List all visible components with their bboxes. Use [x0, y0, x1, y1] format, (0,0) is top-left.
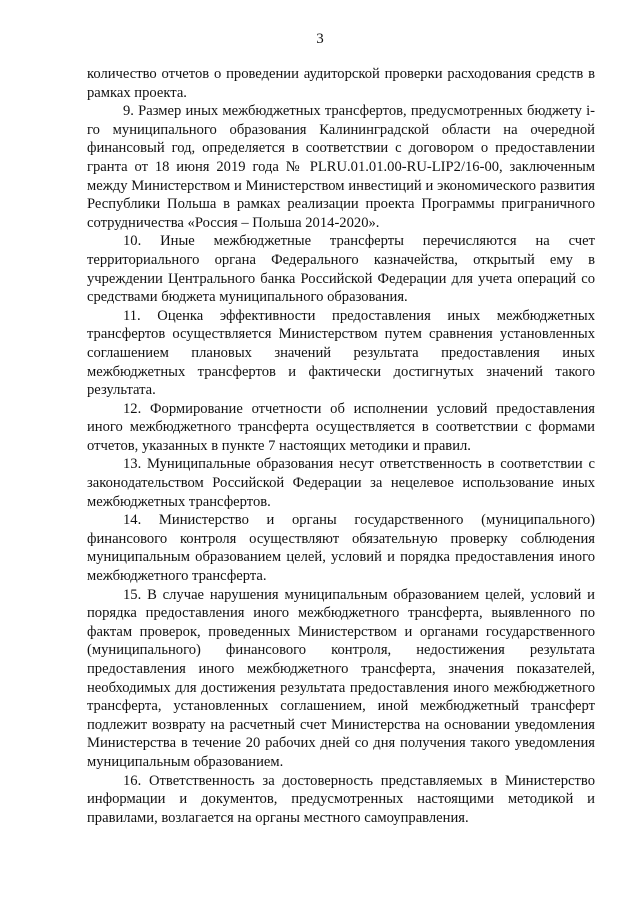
paragraph-11: 11. Оценка эффективности предоставления иных межбюджетных трансфертов осуществляется Министерством путем сравнения установленных соглашением плановых значений результата предоставления иных межбюджетных трансфертов и фактически достигнутых значений такого результата. [87, 307, 595, 399]
paragraph-10: 10. Иные межбюджетные трансферты перечисляются на счет территориального органа Федерального казначейства, открытый ему в учреждении Центрального банка Российской Федерации для учета операций со средствами бюджета муниципального образования. [87, 233, 595, 306]
paragraph-13: 13. Муниципальные образования несут ответственность в соответствии с законодательством Российской Федерации за нецелевое использование иных межбюджетных трансфертов. [87, 456, 595, 510]
paragraph-15: 15. В случае нарушения муниципальным образованием целей, условий и порядка предоставления иного межбюджетного трансферта, выявленного по фактам проверок, проведенных Министерством и органами государственного (муниципального) финансового контроля, недостижения результата предоставления иного межбюджетного трансферта, значения показателей, необходимых для достижения результата предоставления иного межбюджетного трансферта, установленных соглашением, иной межбюджетный трансферт подлежит возврату на расчетный счет Министерства на основании уведомления Министерства в течение 20 рабочих дней со дня получения такого уведомления муниципальным образованием. [87, 586, 595, 770]
paragraph-14: 14. Министерство и органы государственного (муниципального) финансового контроля осуществляют обязательную проверку соблюдения муниципальным образованием целей, условий и порядка предоставления иного межбюджетного трансферта. [87, 512, 595, 585]
page-number: 3 [316, 31, 324, 47]
paragraph-8-continuation: количество отчетов о проведении аудиторской проверки расходования средств в рамках проекта. [87, 66, 595, 101]
paragraph-16: 16. Ответственность за достоверность представляемых в Министерство информации и документов, предусмотренных настоящими методикой и правилами, возлагается на органы местного самоуправления. [87, 772, 595, 826]
paragraph-9: 9. Размер иных межбюджетных трансфертов, предусмотренных бюджету i-го муниципального образования Калининградской области на очередной финансовый год, определяется в соответствии с договором о предоставлении гранта от 18 июня 2019 года № PLRU.01.01.00-RU-LIP2/16-00, заключенным между Министерством и Министерством инвестиций и экономического развития Республики Польша в рамках реализации проекта Программы приграничного сотрудничества «Россия – Польша 2014-2020». [87, 103, 595, 231]
paragraph-12: 12. Формирование отчетности об исполнении условий предоставления иного межбюджетного трансферта осуществляется в соответствии с формами отчетов, указанных в пункте 7 настоящих методики и правил. [87, 400, 595, 454]
document-body [87, 65, 595, 827]
